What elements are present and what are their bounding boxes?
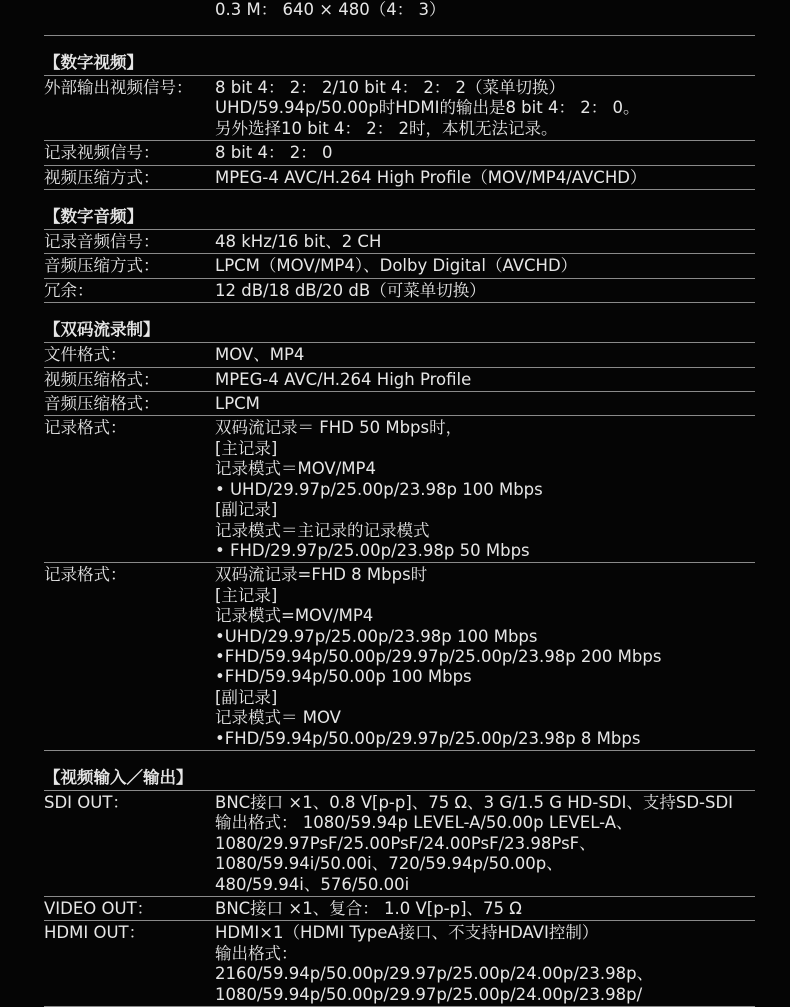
spec-row [44, 392, 755, 416]
spec-value-line: UHD/59.94p/50.00p时HDMI的输出是8 bit 4： 2： 0。 [215, 98, 640, 118]
spec-value [215, 791, 755, 896]
spec-value-line: [副记录] [215, 500, 278, 520]
spec-value-line: [主记录] [215, 438, 278, 458]
spec-value-line: 12 dB/18 dB/20 dB（可菜单切换） [215, 280, 486, 300]
spec-value-line: •FHD/59.94p/50.00p 100 Mbps [215, 667, 472, 687]
spec-value-line: 另外选择10 bit 4： 2： 2时，本机无法记录。 [215, 118, 558, 138]
spec-row [44, 416, 755, 563]
spec-row [44, 141, 755, 165]
spec-value-line: 记录模式＝主记录的记录模式 [215, 520, 430, 540]
spec-value-line: [主记录] [215, 585, 278, 605]
spec-label: 冗余： [44, 280, 94, 300]
spec-value [215, 343, 755, 366]
spec-value-line: [副记录] [215, 687, 278, 707]
section-heading: 【数字音频】 [44, 190, 755, 230]
spec-value [215, 254, 755, 277]
spec-row [44, 343, 755, 367]
spec-value-line: •FHD/59.94p/50.00p/29.97p/25.00p/23.98p 200 Mbps [215, 646, 662, 666]
spec-value-line: 8 bit 4： 2： 2/10 bit 4： 2： 2（菜单切换） [215, 78, 566, 97]
spec-value [215, 141, 755, 164]
spec-label: 记录格式： [44, 565, 127, 585]
spec-value-line: MOV、MP4 [215, 345, 305, 365]
spec-sheet [44, 0, 755, 1007]
spec-value-line: • UHD/29.97p/25.00p/23.98p 100 Mbps [215, 479, 543, 499]
spec-label: 视频压缩格式： [44, 369, 160, 389]
spec-value-line: LPCM（MOV/MP4）、Dolby Digital（AVCHD） [215, 256, 578, 276]
spec-value [215, 279, 755, 302]
spec-value [215, 392, 755, 415]
spec-label: 文件格式： [44, 345, 127, 365]
spec-label: 记录音频信号： [44, 232, 160, 252]
spec-value [215, 76, 755, 140]
spec-row [44, 230, 755, 254]
spec-value-line: 2160/59.94p/50.00p/29.97p/25.00p/24.00p/23.98p、 [215, 964, 654, 984]
spec-label: 记录视频信号： [44, 143, 160, 163]
spec-value-line: 8 bit 4： 2： 0 [215, 143, 333, 163]
spec-value-line: 记录模式=MOV/MP4 [215, 606, 374, 626]
spec-label: 记录格式： [44, 418, 127, 438]
spec-label: 外部输出视频信号： [44, 78, 193, 97]
spec-continuation [44, 0, 755, 36]
spec-value [215, 166, 755, 189]
spec-value-line: 输出格式： [215, 943, 298, 963]
spec-row [44, 254, 755, 278]
spec-value-line: 输出格式： 1080/59.94p LEVEL-A/50.00p LEVEL-A、 [215, 813, 633, 833]
spec-value-line: 480/59.94i、576/50.00i [215, 874, 410, 894]
spec-row [44, 279, 755, 303]
spec-value [215, 921, 755, 1006]
spec-value [215, 563, 755, 750]
spec-value-line: • FHD/29.97p/25.00p/23.98p 50 Mbps [215, 540, 530, 560]
spec-value-line: •UHD/29.97p/25.00p/23.98p 100 Mbps [215, 626, 538, 646]
spec-value-line: 1080/29.97PsF/25.00PsF/24.00PsF/23.98PsF、 [215, 833, 596, 853]
spec-value [215, 368, 755, 391]
spec-label: HDMI OUT： [44, 923, 146, 943]
spec-value-line: 双码流记录=FHD 8 Mbps时 [215, 565, 428, 585]
spec-label: 音频压缩格式： [44, 394, 160, 414]
spec-value-line: MPEG-4 AVC/H.264 High Profile（MOV/MP4/AVCHD） [215, 167, 647, 187]
spec-value-line: •FHD/59.94p/50.00p/29.97p/25.00p/23.98p 8 Mbps [215, 728, 641, 748]
spec-value-line: 1080/59.94p/50.00p/29.97p/25.00p/24.00p/23.98p/ [215, 984, 643, 1004]
spec-value-line: HDMI×1（HDMI TypeA接口、不支持HDAVI控制） [215, 923, 599, 943]
spec-value-line: 双码流记录＝ FHD 50 Mbps时， [215, 418, 463, 438]
spec-value-line: 1080/59.94i/50.00i、720/59.94p/50.00p、 [215, 854, 563, 874]
spec-row [44, 166, 755, 190]
spec-row [44, 76, 755, 141]
spec-label: 视频压缩方式： [44, 167, 160, 187]
spec-value-line: 48 kHz/16 bit、2 CH [215, 232, 382, 252]
spec-value [215, 897, 755, 920]
spec-value-line: 记录模式＝ MOV [215, 708, 341, 728]
spec-row [44, 563, 755, 751]
spec-label: VIDEO OUT： [44, 899, 154, 918]
spec-value-line: LPCM [215, 394, 260, 414]
spec-row [44, 368, 755, 392]
spec-value-line: MPEG-4 AVC/H.264 High Profile [215, 369, 472, 389]
spec-value-line: BNC接口 ×1、0.8 V[p-p]、75 Ω、3 G/1.5 G HD-SDI、支持SD-SDI [215, 792, 734, 812]
spec-label: SDI OUT： [44, 792, 129, 812]
section-heading: 【数字视频】 [44, 36, 755, 76]
spec-value [215, 416, 755, 562]
spec-row [44, 897, 755, 921]
spec-row [44, 921, 755, 1007]
spec-label: 音频压缩方式： [44, 256, 160, 276]
section-heading: 【视频输入／输出】 [44, 751, 755, 791]
spec-value-line: BNC接口 ×1、复合： 1.0 V[p-p]、75 Ω [215, 899, 522, 918]
spec-value-line: 记录模式＝MOV/MP4 [215, 459, 376, 479]
section-heading: 【双码流录制】 [44, 303, 755, 343]
spec-row [44, 791, 755, 897]
spec-value [215, 230, 755, 253]
continuation-line: 0.3 M： 640 × 480（4： 3） [215, 0, 446, 19]
